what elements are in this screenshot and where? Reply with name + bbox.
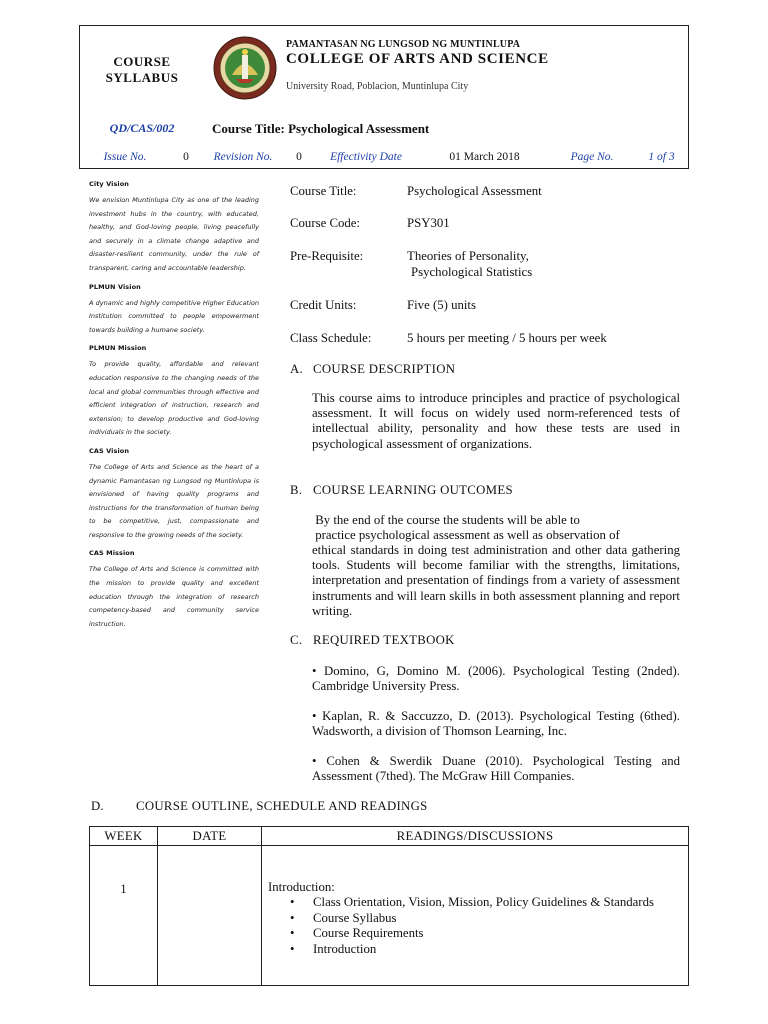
class-schedule-value: 5 hours per meeting / 5 hours per week xyxy=(407,331,607,345)
date-header: DATE xyxy=(158,827,262,846)
cas-vision-text: The College of Arts and Science as the heart of a dynamic Pamantasan ng Lungsod ng Muntinlupa is envisioned of having quality programs and instructions for the transformation of human being to be competitive, just, compassionate and responsive to the growing needs of the society. xyxy=(89,462,259,539)
section-d-letter: D. xyxy=(91,799,105,813)
prerequisite-value-2: Psychological Statistics xyxy=(411,265,533,279)
seal-icon xyxy=(212,35,278,101)
prerequisite-row xyxy=(290,248,680,280)
plmun-mission-title: PLMUN Mission xyxy=(89,344,147,353)
course-code-row xyxy=(290,215,680,231)
readings-header: READINGS/DISCUSSIONS xyxy=(262,827,689,846)
table-row xyxy=(90,846,689,986)
section-a-title: COURSE DESCRIPTION xyxy=(313,362,456,376)
section-d-title: COURSE OUTLINE, SCHEDULE AND READINGS xyxy=(136,799,428,813)
section-b-title: COURSE LEARNING OUTCOMES xyxy=(313,483,513,497)
readings-cell xyxy=(262,846,689,986)
course-title-value: Psychological Assessment xyxy=(407,184,542,198)
effectivity-label: Effectivity Date xyxy=(330,150,402,163)
list-item: • Introduction xyxy=(290,942,682,957)
course-title-heading: Course Title: Psychological Assessment xyxy=(212,120,430,136)
textbook-reference-2: • Kaplan, R. & Saccuzzo, D. (2013). Psychological Testing (6thed). Wadsworth, a division of Thomson Learning, Inc. xyxy=(312,709,680,739)
section-b-letter: B. xyxy=(290,483,303,497)
course-title-label: Course Title: xyxy=(290,184,357,198)
course-title-row xyxy=(290,183,680,199)
section-b-heading xyxy=(290,483,513,498)
page-value: 1 of 3 xyxy=(648,150,675,163)
table-header-row xyxy=(90,827,689,846)
list-item: • Course Syllabus xyxy=(290,911,682,926)
textbook-reference-1: • Domino, G, Domino M. (2006). Psychological Testing (2nded). Cambridge University Press. xyxy=(312,664,680,694)
course-outline-table xyxy=(89,826,689,986)
section-c-title: REQUIRED TEXTBOOK xyxy=(313,633,455,647)
issue-label: Issue No. xyxy=(103,150,147,163)
prerequisite-label: Pre-Requisite: xyxy=(290,249,364,263)
textbook-reference-3: • Cohen & Swerdik Duane (2010). Psychological Testing and Assessment (7thed). The McGraw Hill Companies. xyxy=(312,754,680,784)
plmun-vision-text: A dynamic and highly competitive Higher Education Institution committed to people empowerment towards building a humane society. xyxy=(89,298,259,334)
list-item: • Class Orientation, Vision, Mission, Policy Guidelines & Standards xyxy=(290,895,682,910)
course-code-label: Course Code: xyxy=(290,216,361,230)
vision-mission-column xyxy=(89,180,259,638)
credit-units-value: Five (5) units xyxy=(407,298,476,312)
course-info xyxy=(290,180,680,346)
week-header: WEEK xyxy=(90,827,158,846)
list-item: • Course Requirements xyxy=(290,926,682,941)
course-description: This course aims to introduce principles and practice of psychological assessment. It will focus on widely used norm-referenced tests of intellectual ability, personality and how these tests are used in psychological assessment of organizations. xyxy=(312,391,680,451)
university-name: PAMANTASAN NG LUNGSOD NG MUNTINLUPA xyxy=(286,39,521,50)
date-cell xyxy=(158,846,262,986)
course-label-line1: COURSE xyxy=(113,53,171,69)
plmun-mission-text: To provide quality, affordable and relevant education responsive to the changing needs of the local and global communities through effective and efficient integration of instruction, research and extension; to develop productive and God-loving individuals in the society. xyxy=(89,360,259,437)
college-name: COLLEGE OF ARTS AND SCIENCE xyxy=(286,51,549,67)
section-a-heading xyxy=(290,362,455,377)
page-label: Page No. xyxy=(570,150,614,163)
university-address: University Road, Poblacion, Muntinlupa City xyxy=(286,81,469,92)
credit-units-label: Credit Units: xyxy=(290,298,357,312)
outcomes-body: ethical standards in doing test administration and other data gathering tools. Students will become familiar with the strengths, limitations, interpretation and presentation of findings from a variety of assessment instruments and will learn skills in both assessment planning and report writing. xyxy=(312,543,680,618)
course-syllabus-label xyxy=(80,26,204,113)
effectivity-value: 01 March 2018 xyxy=(449,150,520,163)
credit-units-row xyxy=(290,297,680,313)
plmun-vision-title: PLMUN Vision xyxy=(89,282,141,291)
section-d-heading xyxy=(91,799,428,814)
course-label-line2: SYLLABUS xyxy=(105,69,179,85)
city-vision-text: We envision Muntinlupa City as one of the leading investment hubs in the country, with educated, healthy, and God-loving people, living peacefully and securely in a climate change adaptive and disaster-resilient community, under the rule of transparent, caring and accountable leadership. xyxy=(89,196,259,272)
document-code: QD/CAS/002 xyxy=(109,121,175,135)
cas-vision-title: CAS Vision xyxy=(89,446,130,455)
course-code-value: PSY301 xyxy=(407,216,450,230)
week-cell: 1 xyxy=(90,846,158,986)
readings-list xyxy=(290,895,682,957)
cas-mission-text: The College of Arts and Science is committed with the mission to provide quality and excellent education through the integration of research competency-based and community service instruction. xyxy=(89,565,259,628)
prerequisite-value-1: Theories of Personality, xyxy=(407,249,529,263)
section-a-letter: A. xyxy=(290,362,304,376)
city-vision-title: City Vision xyxy=(89,180,130,188)
section-c-heading xyxy=(290,633,455,648)
college-block xyxy=(204,26,690,113)
revision-label: Revision No. xyxy=(213,150,273,163)
readings-heading: Introduction: xyxy=(268,880,335,894)
syllabus-header xyxy=(79,25,689,169)
section-c-letter: C. xyxy=(290,633,303,647)
class-schedule-row xyxy=(290,330,680,346)
cas-mission-title: CAS Mission xyxy=(89,549,135,558)
outcomes-line-2: practice psychological assessment as well as observation of xyxy=(312,528,620,542)
class-schedule-label: Class Schedule: xyxy=(290,331,372,345)
issue-value: 0 xyxy=(183,150,189,163)
outcomes-line-1: By the end of the course the students will be able to xyxy=(312,513,580,527)
revision-value: 0 xyxy=(296,150,302,163)
